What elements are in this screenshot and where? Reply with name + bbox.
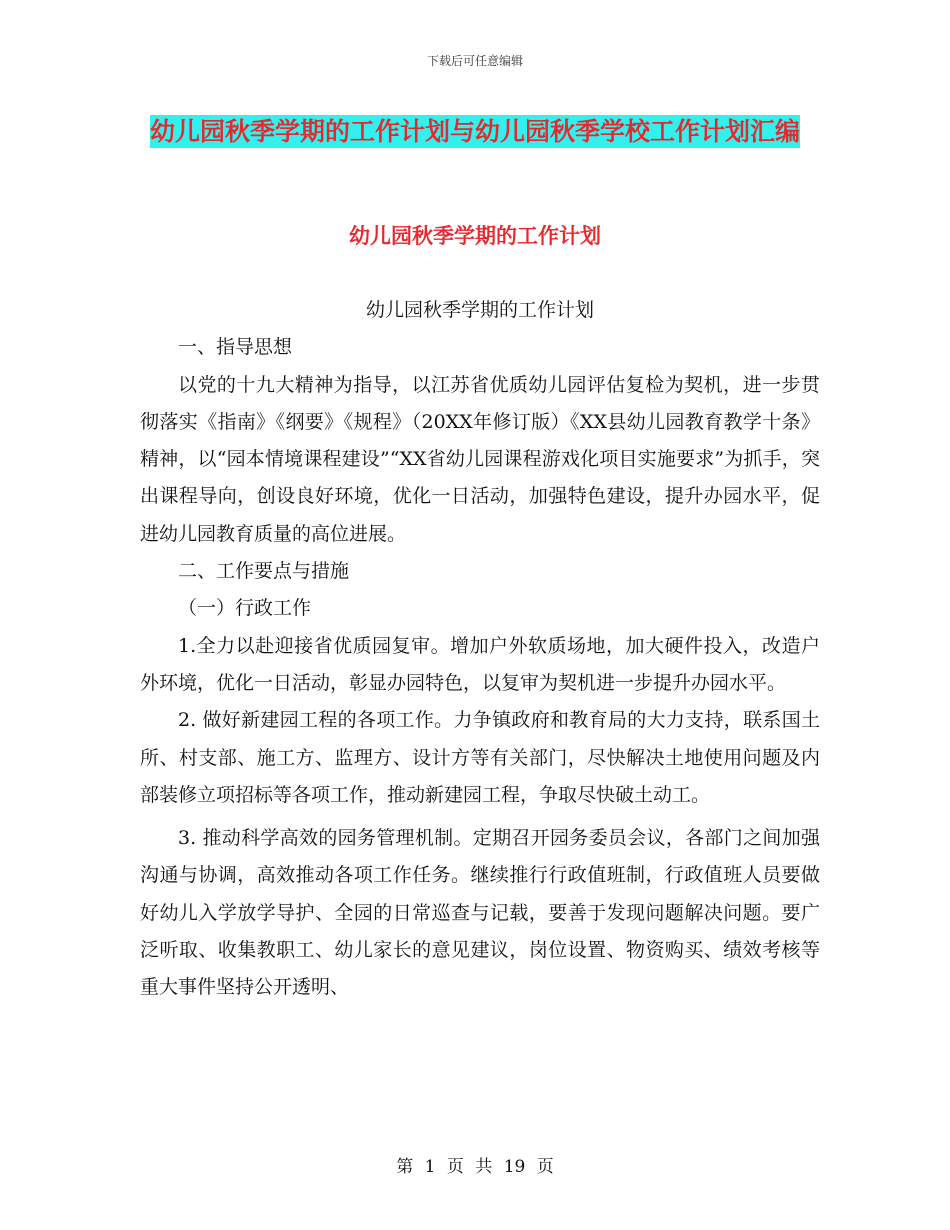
subtitle: 幼儿园秋季学期的工作计划 <box>365 299 594 321</box>
list-item-1: 1.全力以赴迎接省优质园复审。增加户外软质场地，加大硬件投入，改造户外环境，优化一日活动，彰显办园特色，以复审为契机进一步提升办园水平。 <box>140 634 820 694</box>
document-main-title <box>140 108 810 156</box>
document-body <box>140 292 820 1007</box>
heading-work-points: 二、工作要点与措施 <box>178 560 350 583</box>
section-title: 幼儿园秋季学期的工作计划 <box>349 224 601 248</box>
heading-guiding-ideology: 一、指导思想 <box>178 336 293 359</box>
list-item-2: 2. 做好新建园工程的各项工作。力争镇政府和教育局的大力支持，联系国土所、村支部、施工方、监理方、设计方等有关部门，尽快解决土地使用问题及内部装修立项招标等各项工作，推动新建园工程，争取尽快破土动工。 <box>140 709 820 806</box>
heading-administrative-work: （一）行政工作 <box>178 597 312 620</box>
paragraph-guiding-ideology: 以党的十九大精神为指导，以江苏省优质幼儿园评估复检为契机，进一步贯彻落实《指南》《纲要》《规程》（20XX年修订版）《XX县幼儿园教育教学十条》精神，以“园本情境课程建设”“XX省幼儿园课程游戏化项目实施要求”为抓手，突出课程导向，创设良好环境，优化一日活动，加强特色建设，提升办园水平，促进幼儿园教育质量的高位进展。 <box>140 373 820 545</box>
list-item-3: 3. 推动科学高效的园务管理机制。定期召开园务委员会议，各部门之间加强沟通与协调，高效推动各项工作任务。继续推行行政值班制，行政值班人员要做好幼儿入学放学导护、全园的日常巡查与记载，要善于发现问题解决问题。要广泛听取、收集教职工、幼儿家长的意见建议，岗位设置、物资购买、绩效考核等重大事件坚持公开透明、 <box>140 827 820 999</box>
page-header-note: 下载后可任意编辑 <box>426 54 523 68</box>
page-footer: 第 1 页 共 19 页 <box>396 1157 554 1177</box>
main-title-highlight: 幼儿园秋季学期的工作计划与幼儿园秋季学校工作计划汇编 <box>149 117 800 146</box>
